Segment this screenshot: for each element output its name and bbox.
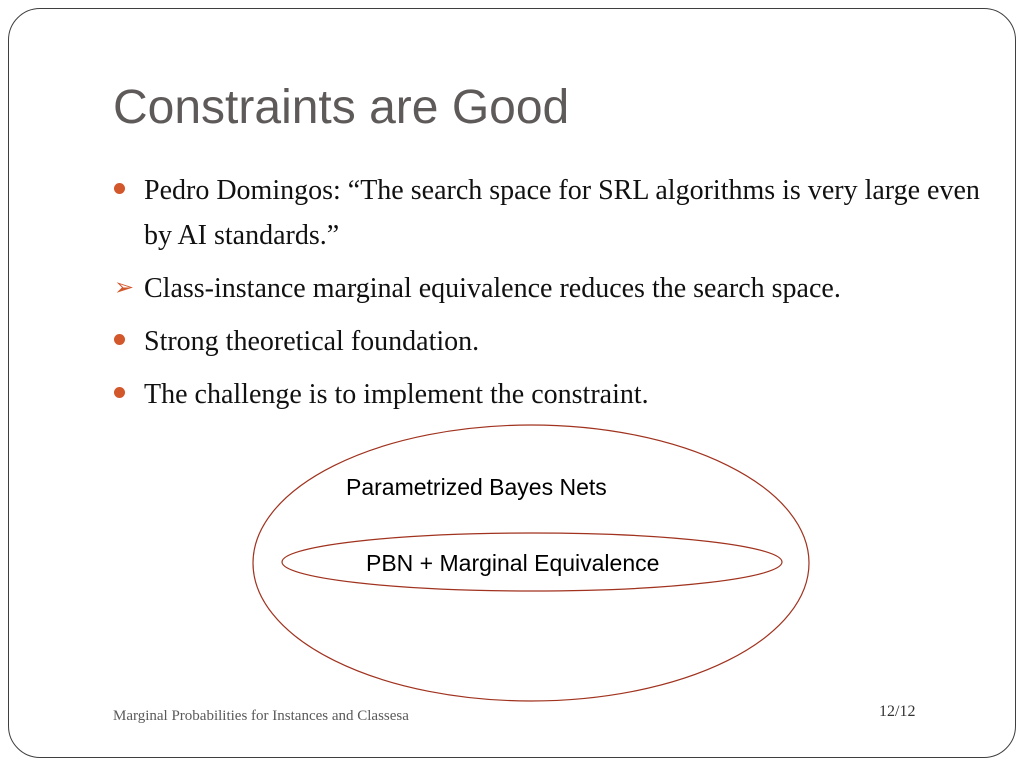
inner-ellipse-label: PBN + Marginal Equivalence	[366, 550, 660, 576]
slide-title: Constraints are Good	[113, 81, 570, 134]
footer-text: Marginal Probabilities for Instances and Classesa	[113, 708, 409, 724]
bullet-text: The challenge is to implement the constraint.	[144, 379, 649, 410]
outer-ellipse-label: Parametrized Bayes Nets	[346, 474, 607, 500]
page-number: 12/12	[879, 703, 916, 720]
bullet-text: Strong theoretical foundation.	[144, 326, 480, 357]
bullet-text: Class-instance marginal equivalence reduces the search space.	[144, 273, 841, 304]
arrow-icon: ➢	[114, 273, 135, 301]
bullet-text: Pedro Domingos: “The search space for SRL algorithms is very large even by AI standards.”	[144, 175, 980, 251]
